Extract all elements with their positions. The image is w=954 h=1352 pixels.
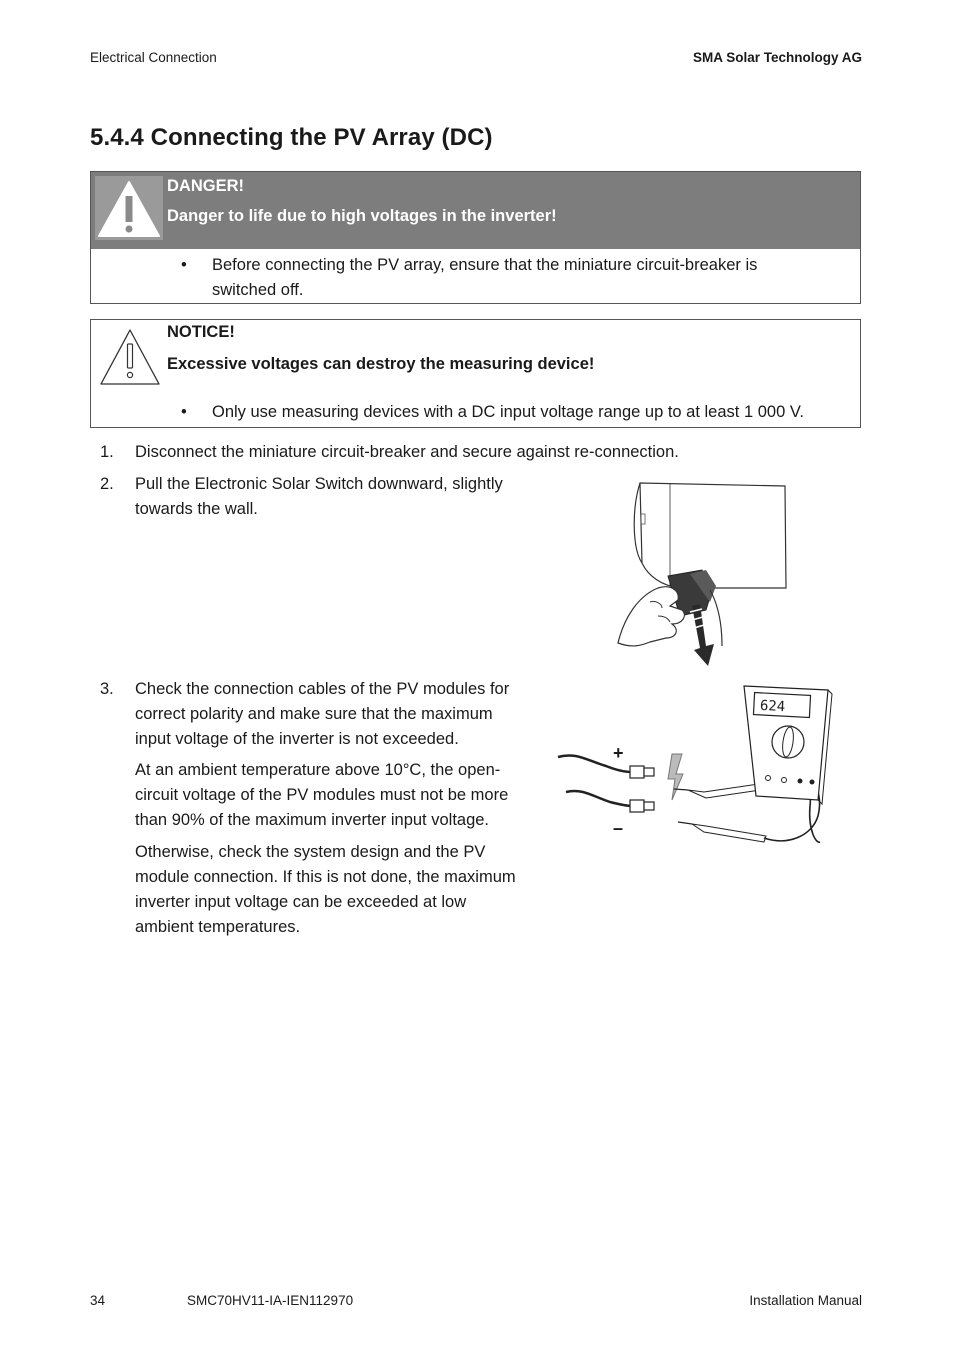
lightning-icon <box>668 754 683 800</box>
minus-label: – <box>613 818 624 838</box>
notice-heading: Excessive voltages can destroy the measuring device! <box>167 355 595 373</box>
danger-header <box>91 172 860 249</box>
step-text: Disconnect the miniature circuit-breaker and secure against re-connection. <box>135 443 679 461</box>
paragraph-line: module connection. If this is not done, the maximum <box>135 868 516 886</box>
step-text-line: Check the connection cables of the PV modules for <box>135 680 510 698</box>
danger-heading: Danger to life due to high voltages in the inverter! <box>167 207 557 225</box>
ess-pull-illustration <box>610 478 800 673</box>
paragraph-line: Otherwise, check the system design and the PV <box>135 843 486 861</box>
step-number: 3. <box>100 680 114 698</box>
step-text-line: Pull the Electronic Solar Switch downward, slightly <box>135 475 503 493</box>
multimeter-illustration <box>556 682 836 852</box>
header-section: Electrical Connection <box>90 50 217 65</box>
danger-box <box>90 171 861 304</box>
step-text-line: correct polarity and make sure that the maximum <box>135 705 493 723</box>
paragraph-line: inverter input voltage can be exceeded at low <box>135 893 467 911</box>
footer-doc-type: Installation Manual <box>749 1293 862 1308</box>
danger-label: DANGER! <box>167 177 244 195</box>
step3-paragraph-2 <box>135 840 535 940</box>
step-text-line: input voltage of the inverter is not exceeded. <box>135 730 459 748</box>
paragraph-line: ambient temperatures. <box>135 918 301 936</box>
page-title: 5.4.4 Connecting the PV Array (DC) <box>90 124 493 151</box>
paragraph-line: At an ambient temperature above 10°C, the open- <box>135 761 501 779</box>
step-text-line: towards the wall. <box>135 500 258 518</box>
danger-bullet-line1: Before connecting the PV array, ensure that the miniature circuit-breaker is <box>212 256 758 274</box>
notice-label: NOTICE! <box>167 323 235 341</box>
notice-bullet-text: Only use measuring devices with a DC input voltage range up to at least 1 000 V. <box>212 403 804 421</box>
footer-page-number: 34 <box>90 1293 106 1308</box>
paragraph-line: circuit voltage of the PV modules must not be more <box>135 786 509 804</box>
step-number: 2. <box>100 475 114 493</box>
bullet-icon: • <box>181 256 187 274</box>
header-company: SMA Solar Technology AG <box>692 50 862 65</box>
bullet-icon: • <box>181 403 187 421</box>
paragraph-line: than 90% of the maximum inverter input voltage. <box>135 811 490 829</box>
notice-box <box>90 319 861 428</box>
warning-triangle-icon <box>95 176 163 240</box>
step3-paragraph-1 <box>135 758 535 833</box>
notice-triangle-icon <box>97 326 163 393</box>
step-number: 1. <box>100 443 114 461</box>
meter-display: 624 <box>759 697 786 716</box>
plus-label: + <box>613 743 624 763</box>
danger-bullet-line2: switched off. <box>212 281 304 299</box>
footer-doc-id: SMC70HV11-IA-IEN112970 <box>187 1293 354 1308</box>
